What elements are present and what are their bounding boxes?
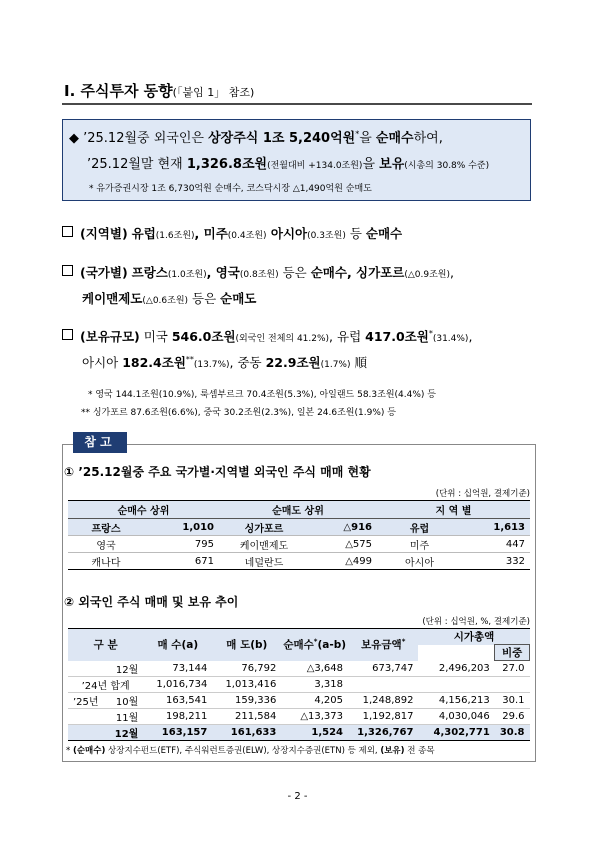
table-header: 구 분	[68, 629, 143, 661]
table-header: 비중	[495, 645, 530, 661]
table-cell: 캐나다	[68, 553, 144, 570]
table-cell: 3,318	[281, 676, 348, 692]
bullet-small: (1.0조원)	[167, 270, 207, 280]
table-cell: 프랑스	[68, 519, 144, 536]
table-cell: 4,302,771	[418, 724, 494, 740]
table-header: 매 수(a)	[143, 629, 212, 661]
bullet-holding-line-2	[82, 353, 367, 371]
table-cell: 795	[144, 536, 219, 553]
table-cell: 아시아	[377, 553, 462, 570]
table-row	[68, 661, 530, 677]
note-bold: (보유)	[380, 746, 405, 756]
table-cell: 73,144	[143, 661, 212, 677]
reference-tab: 참고	[73, 432, 127, 453]
bullet-text: ,	[450, 265, 454, 280]
bullet-text: 순매수	[310, 265, 347, 280]
table-cell: 27.0	[495, 661, 530, 677]
bullet-text: 등	[345, 226, 366, 241]
note-text: *	[66, 746, 73, 756]
table-header: 순매수 상위	[68, 501, 219, 519]
bullet-text: , 영국	[206, 265, 240, 280]
table-cell: 12월	[104, 661, 144, 677]
bullet-text: 417.0조원	[365, 329, 429, 344]
table-cell: 1,524	[281, 724, 348, 740]
bullet-text: 아시아	[266, 226, 308, 241]
section-title	[62, 77, 532, 105]
bullet-label: (지역별)	[80, 226, 128, 241]
table-cell: 332	[462, 553, 530, 570]
summary-note: * 유가증권시장 1조 6,730억원 순매수, 코스닥시장 △1,490억원 순매도	[89, 184, 372, 194]
table-cell: 미주	[377, 536, 462, 553]
summary-line-1	[69, 127, 443, 146]
bullet-text: 순매수	[365, 226, 403, 241]
summary-small: (시총의 30.8% 수준)	[404, 161, 490, 171]
bullet-country	[62, 263, 454, 281]
table1-title: ① ’25.12월중 주요 국가별·지역별 외국인 주식 매매 현황	[64, 465, 371, 479]
table2-note	[66, 744, 435, 756]
summary-highlight: 상장주식 1조 5,240억원	[208, 131, 356, 146]
table1-unit: (단위 : 십억원, 결제기준)	[435, 489, 530, 499]
bullet-small: (0.4조원)	[227, 231, 267, 241]
footnote-mark: *	[428, 328, 433, 338]
table-header-spacer	[418, 645, 494, 661]
bullet-text: , 유럽	[329, 329, 366, 344]
table-cell: 30.8	[495, 724, 530, 740]
table-cell: 30.1	[495, 692, 530, 708]
bullet-country-line-2	[82, 289, 256, 307]
table-cell: 159,336	[212, 692, 281, 708]
table-cell: 영국	[68, 536, 144, 553]
table-cell: △916	[309, 519, 377, 536]
section-title-text: Ⅰ. 주식투자 동향	[64, 82, 173, 100]
bullet-small: (1.6조원)	[155, 231, 195, 241]
bullet-region	[62, 224, 402, 242]
summary-line-2	[87, 153, 489, 172]
table-cell	[68, 724, 104, 740]
table-header: 보유금액*	[348, 629, 418, 661]
bullet-text: , 싱가포르	[346, 265, 405, 280]
table-header: 순매수*(a-b)	[281, 629, 348, 661]
checkbox-square-icon	[62, 265, 73, 276]
table-row	[68, 676, 530, 692]
table-row	[68, 553, 530, 570]
page-number: - 2 -	[287, 791, 308, 802]
table-header: 지 역 별	[377, 501, 530, 519]
table-cell	[68, 661, 104, 677]
summary-text: 을	[359, 131, 376, 146]
bullet-small: (△0.6조원)	[142, 296, 189, 306]
holding-note-2: ** 싱가포르 87.6조원(6.6%), 중국 30.2조원(2.3%), 일본 24.6조원(1.9%) 등	[81, 408, 396, 418]
table-cell: 12월	[104, 724, 144, 740]
bullet-text: 케이맨제도	[82, 291, 143, 306]
table-cell: 76,792	[212, 661, 281, 677]
bullet-small: (31.4%)	[432, 334, 469, 344]
bullet-text: 아시아	[82, 355, 123, 370]
table-cell: 1,613	[462, 519, 530, 536]
summary-text: 하여,	[413, 131, 443, 146]
table-cell: 케이맨제도	[219, 536, 309, 553]
table-cell: ’25년	[68, 692, 104, 708]
table-cell: 161,633	[212, 724, 281, 740]
table-header-text: 보유금액	[361, 639, 402, 652]
bullet-text: 미국	[139, 329, 172, 344]
table-row	[68, 724, 530, 740]
bullet-label: (보유규모)	[80, 329, 140, 344]
bullet-text: 등은	[188, 291, 221, 306]
table-cell: 2,496,203	[418, 661, 494, 677]
table-cell: 1,010	[144, 519, 219, 536]
summary-small: (전월대비 +134.0조원)	[267, 161, 363, 171]
checkbox-square-icon	[62, 226, 73, 237]
table-cell: 10월	[104, 692, 144, 708]
note-text: 상장지수펀드(ETF), 주식워런트증권(ELW), 상장지수증권(ETN) 등 제외,	[105, 746, 381, 756]
holding-note-1: * 영국 144.1조원(10.9%), 룩셈부르크 70.4조원(5.3%), 아일랜드 58.3조원(4.4%) 등	[88, 390, 436, 400]
table-cell	[495, 676, 530, 692]
summary-highlight: 보유	[379, 157, 405, 172]
bullet-text: 유럽	[131, 226, 156, 241]
table-cell: ’24년 합계	[68, 676, 143, 692]
table-cell: △499	[309, 553, 377, 570]
table-cell: 유럽	[377, 519, 462, 536]
bullet-small: (13.7%)	[193, 360, 230, 370]
table-cell: 1,248,892	[348, 692, 418, 708]
table-cell: 163,541	[143, 692, 212, 708]
table-cell: △3,648	[281, 661, 348, 677]
summary-text: 을	[362, 157, 380, 172]
summary-box	[62, 119, 531, 201]
bullet-text: 프랑스	[131, 265, 168, 280]
table-cell: 4,156,213	[418, 692, 494, 708]
table-cell: 11월	[104, 708, 144, 724]
table-cell	[418, 676, 494, 692]
table-header: 순매도 상위	[219, 501, 377, 519]
table-cell	[68, 708, 104, 724]
table-row	[68, 519, 530, 536]
table-cell: 1,326,767	[348, 724, 418, 740]
bullet-text: , 미주	[194, 226, 228, 241]
table-cell: △13,373	[281, 708, 348, 724]
bullet-text: , 중동	[229, 355, 266, 370]
bullet-text: 順	[350, 355, 367, 370]
bullet-small: (0.8조원)	[239, 270, 279, 280]
table2	[68, 628, 530, 741]
note-text: 전 종목	[404, 746, 435, 756]
table-cell: 1,192,817	[348, 708, 418, 724]
table-header: 시가총액	[418, 629, 529, 645]
table-row	[68, 536, 530, 553]
summary-text: ◆ ’25.12월중 외국인은	[69, 131, 209, 146]
table2-header-row	[68, 629, 530, 645]
bullet-small: (△0.9조원)	[404, 270, 451, 280]
table-cell: 1,013,416	[212, 676, 281, 692]
bullet-small: (1.7%)	[320, 360, 351, 370]
table1-header-row	[68, 501, 530, 519]
bullet-small: (0.3조원)	[307, 231, 346, 241]
bullet-holding	[62, 327, 472, 345]
table-cell: 1,016,734	[143, 676, 212, 692]
table-row	[68, 692, 530, 708]
summary-highlight: 순매수	[375, 131, 414, 146]
note-bold: (순매수)	[72, 746, 106, 756]
bullet-label: (국가별)	[80, 265, 128, 280]
table-cell: 네덜란드	[219, 553, 309, 570]
table-cell: 4,205	[281, 692, 348, 708]
bullet-text: 546.0조원	[171, 329, 236, 344]
table-cell: 198,211	[143, 708, 212, 724]
summary-highlight: 1,326.8조원	[186, 157, 268, 172]
bullet-text: ,	[468, 329, 473, 344]
table-cell: 673,747	[348, 661, 418, 677]
summary-text: ’25.12월말 현재	[87, 157, 187, 172]
table-cell: 싱가포르	[219, 519, 309, 536]
table-cell: 163,157	[143, 724, 212, 740]
bullet-text: 22.9조원	[265, 355, 321, 370]
table2-title: ② 외국인 주식 매매 및 보유 추이	[64, 595, 239, 609]
table-cell: 29.6	[495, 708, 530, 724]
bullet-text: 등은	[278, 265, 311, 280]
table-cell: △575	[309, 536, 377, 553]
table2-unit: (단위 : 십억원, %, 결제기준)	[422, 617, 530, 627]
table-cell: 211,584	[212, 708, 281, 724]
footnote-mark: *	[355, 129, 360, 139]
table-cell: 447	[462, 536, 530, 553]
table-header-text: (a-b)	[317, 639, 347, 652]
footnote-mark: **	[185, 354, 194, 364]
table-cell: 671	[144, 553, 219, 570]
bullet-small: (외국인 전체의 41.2%)	[235, 334, 330, 344]
table-header-text: 순매수	[283, 639, 314, 652]
bullet-text: 순매도	[220, 291, 257, 306]
section-title-ref: (「붙임 1」 참조)	[172, 86, 255, 99]
checkbox-square-icon	[62, 329, 73, 340]
table1	[68, 500, 530, 570]
table-cell	[348, 676, 418, 692]
bullet-text: 182.4조원	[122, 355, 186, 370]
table-cell: 4,030,046	[418, 708, 494, 724]
table-row	[68, 708, 530, 724]
table-header: 매 도(b)	[212, 629, 281, 661]
